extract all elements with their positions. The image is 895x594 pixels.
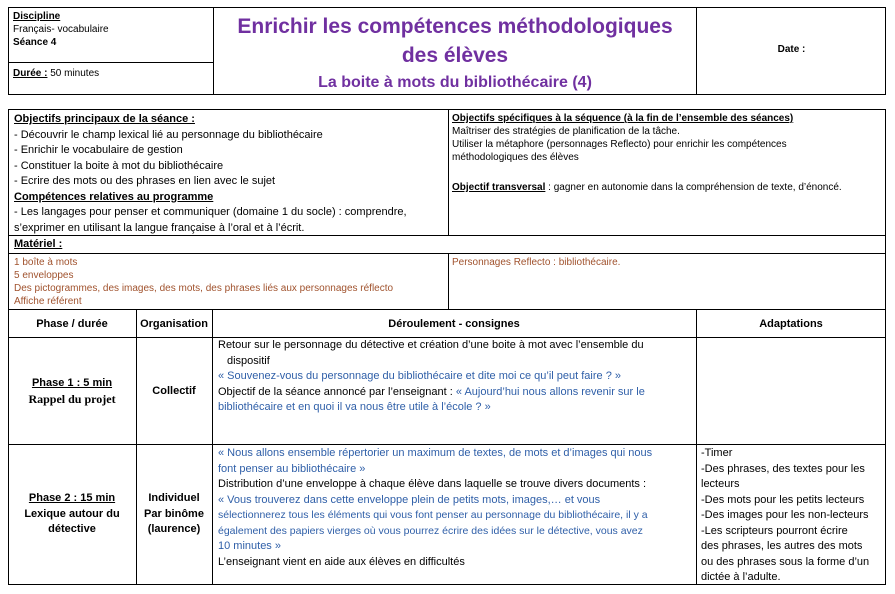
row2-quote: « Vous trouverez dans cette enveloppe plein de petits mots, images,… et vous — [218, 493, 601, 506]
objectifs-principaux-title: Objectifs principaux de la séance : — [14, 113, 195, 125]
objectifs-specifiques-title: Objectifs spécifiques à la séquence (à la fin de l’ensemble des séances) — [452, 113, 794, 124]
row2-line: Distribution d’une enveloppe à chaque élève dans laquelle se trouve divers documents : — [218, 478, 647, 490]
row2-deroulement — [218, 446, 694, 570]
materiel-item: Des pictogrammes, des images, des mots, des phrases liés aux personnages réflecto — [14, 283, 394, 294]
row1-phase-label: Phase 1 : 5 min — [31, 377, 113, 389]
row1-organisation: Collectif — [152, 385, 196, 397]
adaptation-item: des phrases, les autres des mots — [701, 540, 863, 552]
materiel-item: 5 enveloppes — [14, 270, 74, 281]
materiel-list — [14, 256, 444, 308]
row1-phase-sub: Rappel du projet — [28, 391, 116, 406]
row1-quote: bibliothécaire et en quoi il va nous être utile à l’école ? » — [218, 401, 491, 413]
materiel-item: 1 boîte à mots — [14, 257, 78, 268]
discipline-value: Français- vocabulaire — [13, 24, 109, 35]
row1-phase — [8, 376, 136, 407]
row2-quote: sélectionnerez tous les éléments qui vous font penser au personnage du bibliothécaire, il y a — [218, 509, 648, 521]
adaptation-item: -Les scripteurs pourront écrire — [701, 524, 848, 537]
adaptation-item: dictée à l’adulte. — [701, 571, 781, 583]
specifique-line: Maîtriser des stratégies de planification de la tâche. — [452, 126, 680, 137]
competences-line: - Les langages pour penser et communiquer (domaine 1 du socle) : comprendre, — [14, 206, 407, 218]
transversal-label: Objectif transversal — [452, 182, 546, 193]
row2-line: L’enseignant vient en aide aux élèves en difficultés — [218, 555, 465, 568]
row2-org-line: (laurence) — [147, 523, 201, 535]
duree-block — [13, 67, 211, 80]
materiel-personnages: Personnages Reflecto : bibliothécaire. — [452, 257, 621, 268]
row1-quote: « Aujourd’hui nous allons revenir sur le — [455, 385, 645, 398]
objectif-transversal — [452, 181, 882, 194]
header-phase: Phase / durée — [36, 318, 108, 330]
table-row-divider — [8, 444, 886, 445]
row1-line: dispositif — [227, 354, 270, 367]
adaptation-item: -Des mots pour les petits lecteurs — [701, 493, 865, 506]
title-line-2: des élèves — [401, 44, 509, 67]
row2-org-line: Individuel — [148, 492, 200, 504]
page-title — [214, 12, 696, 70]
row2-quote: 10 minutes » — [218, 540, 281, 552]
row2-organisation — [136, 491, 212, 538]
duree-value: 50 minutes — [47, 68, 100, 79]
row2-quote: « Nous allons ensemble répertorier un maximum de textes, de mots et d’images qui nous — [218, 447, 653, 459]
specifique-line: Utiliser la métaphore (personnages Reflecto) pour enrichir les compétences — [452, 139, 787, 150]
materiel-title: Matériel : — [14, 238, 63, 250]
header-adaptations: Adaptations — [759, 318, 823, 330]
row2-adaptations — [701, 446, 884, 586]
competences-title: Compétences relatives au programme — [14, 190, 214, 203]
header-inner-divider — [8, 62, 214, 63]
header-organisation: Organisation — [140, 318, 208, 330]
row1-line: Retour sur le personnage du détective et création d’une boite à mot avec l’ensemble du — [218, 339, 644, 351]
row2-org-line: Par binôme — [144, 507, 204, 520]
objectifs-principaux — [14, 112, 444, 236]
row2-quote: également des papiers vierges où vous pourrez écrire des idées sur le détective, vous avez — [218, 524, 643, 537]
page-subtitle: La boite à mots du bibliothécaire (4) — [318, 74, 592, 91]
date-label: Date : — [777, 44, 806, 55]
table-top-line — [8, 309, 886, 310]
row1-line: Objectif de la séance annoncé par l’enseignant : — [218, 385, 456, 398]
objectif-item: - Enrichir le vocabulaire de gestion — [14, 144, 183, 156]
objectifs-specifiques — [452, 112, 882, 164]
row1-quote: « Souvenez-vous du personnage du bibliothécaire et dite moi ce qu’il peut faire ? » — [218, 370, 621, 382]
competences-line: s’exprimer en utilisant la langue française à l’oral et à l’écrit. — [14, 221, 305, 234]
adaptation-item: -Timer — [701, 447, 733, 459]
materiel-sub-line — [8, 253, 886, 254]
objectives-divider — [448, 109, 449, 235]
col-divider-1 — [136, 309, 137, 585]
objectif-item: - Constituer la boite à mot du bibliothécaire — [14, 159, 224, 172]
discipline-label: Discipline — [13, 11, 61, 22]
col-divider-3 — [696, 309, 697, 585]
adaptation-item: -Des images pour les non-lecteurs — [701, 509, 869, 521]
row2-phase-label: Phase 2 : 15 min — [28, 492, 116, 504]
row2-phase-sub: Lexique autour du — [24, 507, 120, 520]
transversal-text: : gagner en autonomie dans la compréhension de texte, d’énoncé. — [545, 182, 842, 193]
adaptation-item: -Des phrases, des textes pour les — [701, 462, 865, 475]
materiel-divider — [448, 253, 449, 309]
row2-phase — [8, 491, 136, 538]
specifique-line: méthodologiques des élèves — [452, 152, 579, 163]
header-deroulement: Déroulement - consignes — [388, 318, 520, 330]
adaptation-item: lecteurs — [701, 478, 740, 490]
row2-phase-sub: détective — [48, 523, 96, 535]
duree-label: Durée : — [13, 68, 48, 79]
row1-deroulement — [218, 338, 692, 416]
seance-label: Séance 4 — [13, 37, 57, 48]
objectif-item: - Découvrir le champ lexical lié au personnage du bibliothécaire — [14, 128, 323, 141]
col-divider-2 — [212, 309, 213, 585]
adaptation-item: ou des phrases sous la forme d’un — [701, 555, 870, 568]
title-line-1: Enrichir les compétences méthodologiques — [237, 15, 673, 38]
objectif-item: - Ecrire des mots ou des phrases en lien avec le sujet — [14, 175, 276, 187]
row2-quote: font penser au bibliothécaire » — [218, 462, 366, 475]
discipline-block — [13, 10, 211, 49]
materiel-item: Affiche référent — [14, 296, 82, 307]
